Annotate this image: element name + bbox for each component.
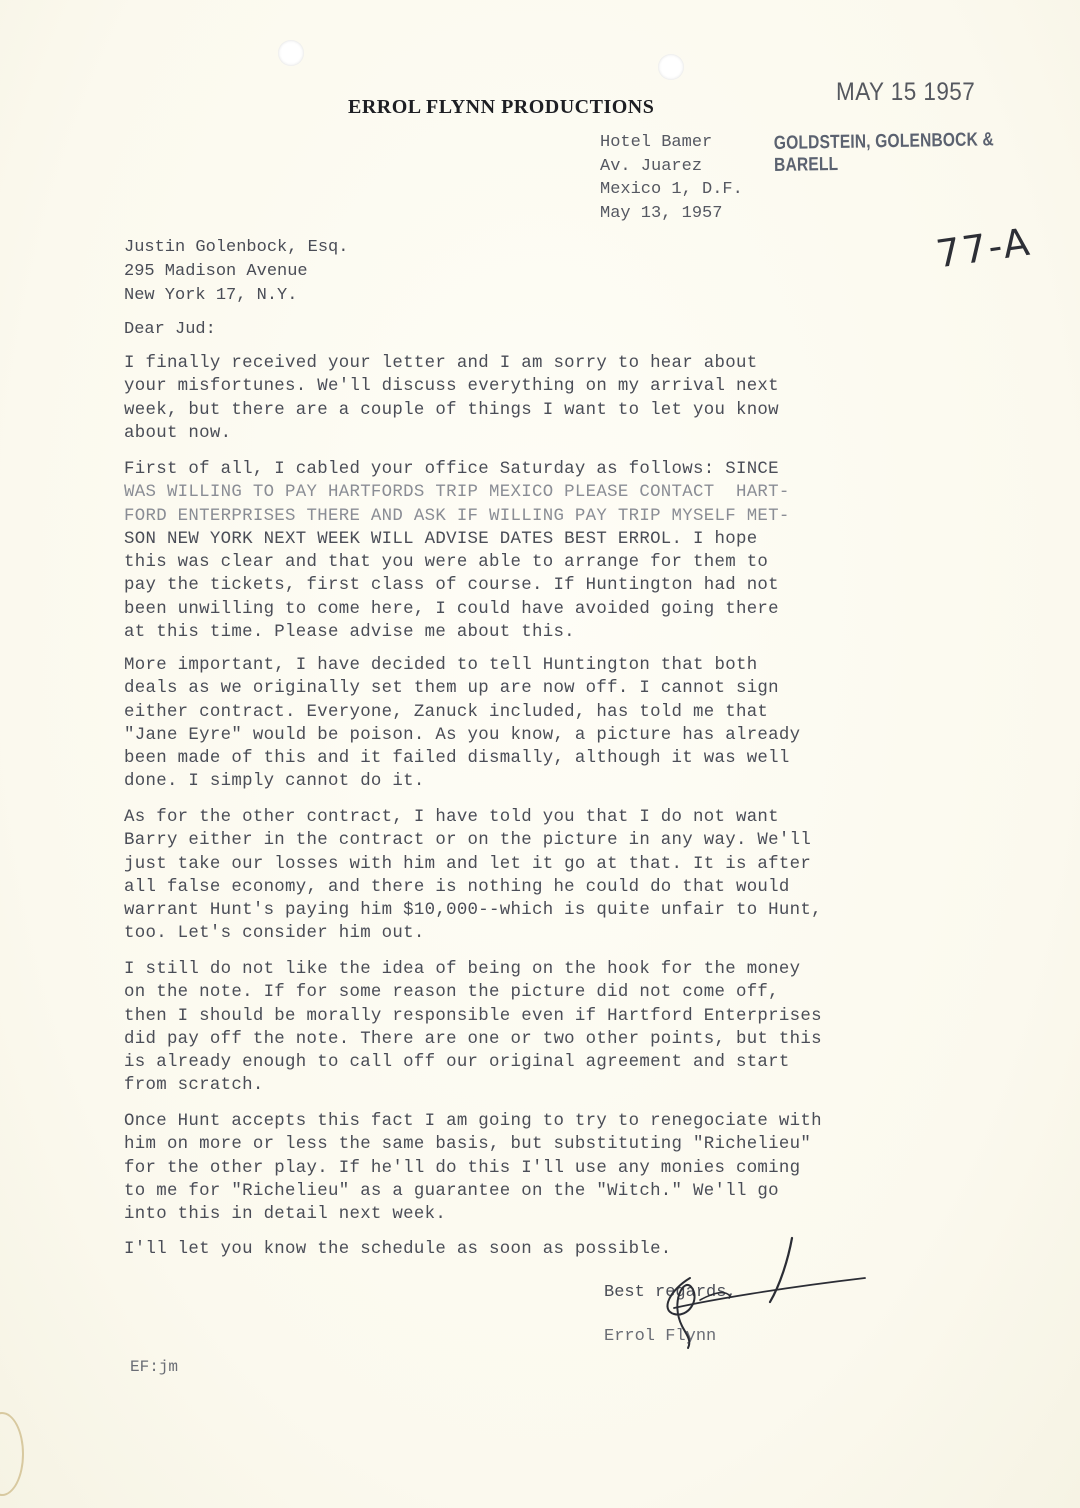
paragraph-1 (124, 352, 924, 445)
text-line: for the other play. If he'll do this I'll use any monies coming (124, 1158, 801, 1178)
text-line: pay the tickets, first class of course. If Huntington had not (124, 576, 779, 596)
text-line: too. Let's consider him out. (124, 924, 425, 944)
recipient-line: Justin Golenbock, Esq. (124, 238, 349, 257)
text-line: WAS WILLING TO PAY HARTFORDS TRIP MEXICO PLEASE CONTACT HART- (124, 483, 790, 503)
text-line: "Jane Eyre" would be poison. As you know, a picture has already (124, 725, 801, 745)
text-line: FORD ENTERPRISES THERE AND ASK IF WILLING PAY TRIP MYSELF MET- (124, 506, 790, 526)
closing: Best regards, (604, 1283, 737, 1302)
text-line: all false economy, and there is nothing he could do that would (124, 877, 790, 897)
typist-initials: EF:jm (130, 1358, 179, 1376)
text-line: either contract. Everyone, Zanuck included, has told me that (124, 702, 769, 722)
text-line: did pay off the note. There are one or two other points, but this (124, 1029, 822, 1049)
text-line: about now. (124, 423, 232, 443)
paragraph-5 (124, 958, 924, 1098)
text-line: I finally received your letter and I am sorry to hear about (124, 354, 758, 373)
text-line: week, but there are a couple of things I want to let you know (124, 400, 779, 420)
recipient-address (124, 236, 348, 308)
received-date-stamp: MAY 15 1957 (836, 78, 976, 106)
paragraph-3 (124, 654, 924, 794)
handwritten-file-number: 77-A (933, 219, 1034, 277)
text-line: I still do not like the idea of being on the hook for the money (124, 960, 801, 979)
recipient-line: 295 Madison Avenue (124, 262, 308, 281)
text-line: Once Hunt accepts this fact I am going to try to renegociate with (124, 1112, 822, 1131)
text-line: First of all, I cabled your office Saturday as follows: SINCE (124, 460, 779, 479)
text-line: just take our losses with him and let it go at that. It is after (124, 854, 812, 874)
text-line: been made of this and it failed dismally, although it was well (124, 749, 790, 769)
text-line: then I should be morally responsible even if Hartford Enterprises (124, 1006, 822, 1026)
text-line: your misfortunes. We'll discuss everything on my arrival next (124, 377, 779, 397)
text-line: at this time. Please advise me about this. (124, 623, 575, 643)
text-line: been unwilling to come here, I could have avoided going there (124, 599, 779, 619)
sender-line: Mexico 1, D.F. (600, 180, 743, 199)
text-line: I'll let you know the schedule as soon as possible. (124, 1240, 672, 1259)
text-line: is already enough to call off our original agreement and start (124, 1053, 790, 1073)
text-line: warrant Hunt's paying him $10,000--which is quite unfair to Hunt, (124, 901, 822, 921)
text-line: As for the other contract, I have told you that I do not want (124, 808, 779, 827)
text-line: deals as we originally set them up are now off. I cannot sign (124, 679, 779, 699)
text-line: on the note. If for some reason the picture did not come off, (124, 983, 779, 1003)
punch-hole (278, 40, 304, 66)
paragraph-2 (124, 458, 924, 644)
text-line: SON NEW YORK NEXT WEEK WILL ADVISE DATES BEST ERROL. I hope (124, 529, 758, 549)
signature-typed-name: Errol Flynn (604, 1327, 717, 1346)
handwritten-signature (630, 1230, 890, 1360)
corner-stamp-mark (0, 1412, 24, 1496)
text-line: from scratch. (124, 1076, 264, 1096)
letter-date: May 13, 1957 (600, 203, 723, 223)
law-firm-stamp: GOLDSTEIN, GOLENBOCK & BARELL (773, 129, 994, 176)
sender-address (600, 131, 743, 225)
letterhead: ERROL FLYNN PRODUCTIONS (348, 96, 655, 118)
salutation: Dear Jud: (124, 320, 216, 339)
punch-hole (658, 54, 684, 80)
text-line: him on more or less the same basis, but substituting "Richelieu" (124, 1135, 812, 1155)
recipient-line: New York 17, N.Y. (124, 286, 298, 305)
paragraph-4 (124, 806, 924, 946)
text-line: More important, I have decided to tell Huntington that both (124, 656, 758, 675)
text-line: done. I simply cannot do it. (124, 772, 425, 792)
text-line: this was clear and that you were able to arrange for them to (124, 553, 769, 573)
paragraph-6 (124, 1110, 924, 1226)
sender-line: Av. Juarez (600, 156, 703, 176)
sender-line: Hotel Bamer (600, 133, 713, 152)
text-line: into this in detail next week. (124, 1205, 447, 1225)
text-line: Barry either in the contract or on the picture in any way. We'll (124, 831, 812, 851)
text-line: to me for "Richelieu" as a guarantee on the "Witch." We'll go (124, 1181, 779, 1201)
